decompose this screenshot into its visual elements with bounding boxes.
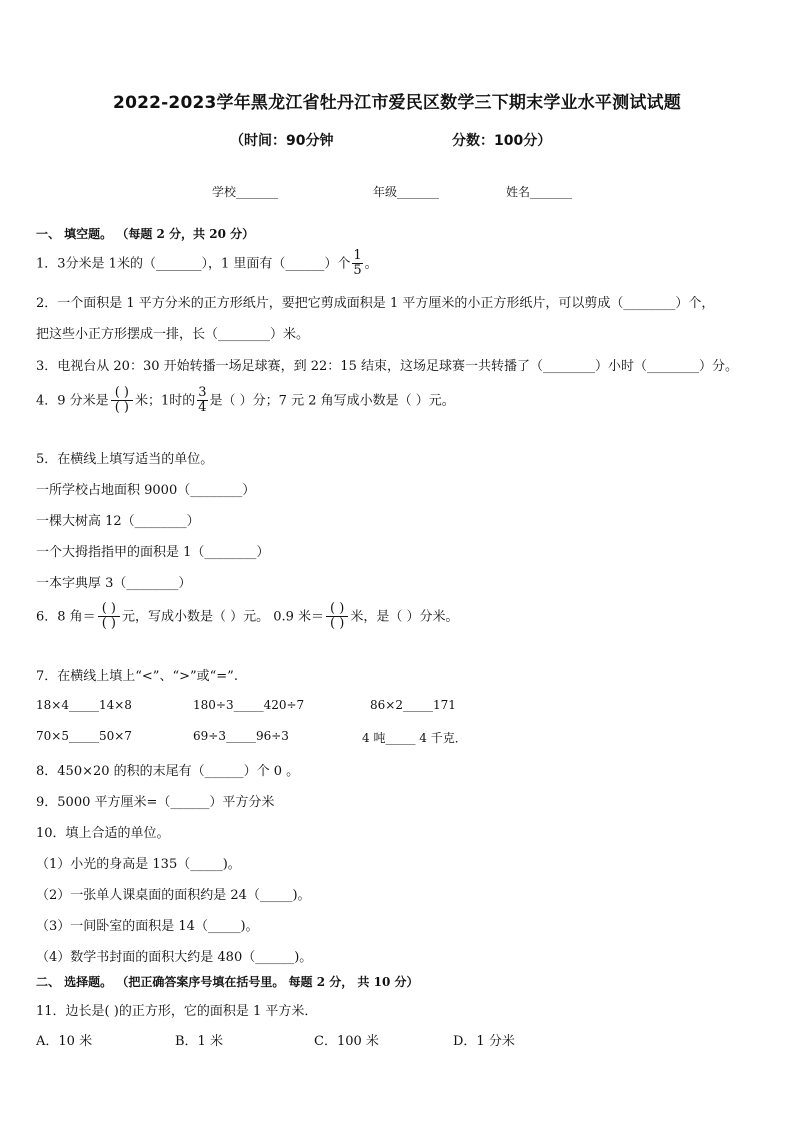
q6-text-b: 元，写成小数是（ ）元。 0.9 米＝ <box>121 609 325 625</box>
question-5a: 一所学校占地面积 9000（________） <box>36 483 256 498</box>
q6-blank-1-bottom: ( ) <box>101 616 116 632</box>
question-5d: 一本字典厚 3（________） <box>36 576 192 591</box>
q1-end: 。 <box>364 256 378 272</box>
q4-text-b: 米；1时的 <box>134 393 196 409</box>
exam-score: 分数：100分） <box>452 133 552 149</box>
name-field: 姓名_______ <box>506 185 573 199</box>
question-10a: （1）小光的身高是 135（_____)。 <box>36 857 241 872</box>
school-field: 学校_______ <box>212 185 279 199</box>
q4-denominator: 4 <box>198 400 207 416</box>
q6-blank-2-bottom: ( ) <box>330 616 345 632</box>
question-9: 9．5000 平方厘米=（______）平方分米 <box>36 795 275 810</box>
question-5c: 一个大拇指指甲的面积是 1（________） <box>36 545 270 560</box>
question-3: 3．电视台从 20：30 开始转播一场足球赛，到 22：15 结束，这场足球赛一共转播了（________）小时（________）分。 <box>36 359 738 374</box>
q7-row1-item1: 18×4_____14×8 <box>36 698 132 712</box>
question-5: 5．在横线上填写适当的单位。 <box>36 452 214 467</box>
question-10: 10．填上合适的单位。 <box>36 826 170 841</box>
question-4 <box>36 386 455 416</box>
q6-blank-1-top: ( ) <box>98 602 120 617</box>
q1-fraction <box>352 249 362 279</box>
question-7: 7．在横线上填上“<”、“>”或“=”. <box>36 669 238 684</box>
q4-text-c: 是（ ）分；7 元 2 角写成小数是（ ）元。 <box>209 393 455 409</box>
q6-text-c: 米，是（ ）分米。 <box>350 609 459 625</box>
question-10b: （2）一张单人课桌面的面积约是 24（_____)。 <box>36 888 311 903</box>
q6-blank-2-top: ( ) <box>326 602 348 617</box>
section-fill-heading: 一、 填空题。 （每题 2 分，共 20 分） <box>36 227 255 241</box>
q4-text-a: 4．9 分米是 <box>36 393 109 409</box>
q4-blank-top: ( ) <box>111 386 133 401</box>
page-title: 2022-2023学年黑龙江省牡丹江市爱民区数学三下期末学业水平测试试题 <box>113 93 681 113</box>
q6-text-a: 6．8 角＝ <box>36 609 96 625</box>
q4-fraction-blank <box>111 386 133 416</box>
question-11: 11．边长是( )的正方形，它的面积是 1 平方米． <box>36 1004 318 1019</box>
q7-row2-item3: 4 吨_____ 4 千克． <box>362 731 467 745</box>
q4-numerator: 3 <box>198 385 207 400</box>
q4-fraction <box>197 386 207 416</box>
question-1 <box>36 249 378 279</box>
question-8: 8．450×20 的积的末尾有（______）个 0 。 <box>36 764 300 779</box>
q11-option-d: D．1 分米 <box>453 1034 515 1049</box>
q7-row2-item1: 70×5_____50×7 <box>36 729 132 743</box>
question-2-line-1: 2．一个面积是 1 平方分米的正方形纸片，要把它剪成面积是 1 平方厘米的小正方形纸片，可以剪成（________）个， <box>36 296 715 311</box>
question-10c: （3）一间卧室的面积是 14（_____)。 <box>36 919 259 934</box>
q11-option-b: B．1 米 <box>175 1034 223 1049</box>
exam-time: （时间：90分钟 <box>230 133 334 149</box>
q1-denominator: 5 <box>353 263 362 279</box>
q1-numerator: 1 <box>353 248 362 263</box>
q6-fraction-blank-2 <box>326 602 348 632</box>
q7-row1-item2: 180÷3_____420÷7 <box>193 698 305 712</box>
question-2-line-2: 把这些小正方形摆成一排，长（________）米。 <box>36 327 310 342</box>
question-5b: 一棵大树高 12（________） <box>36 514 200 529</box>
q4-blank-bottom: ( ) <box>114 400 129 416</box>
q7-row2-item2: 69÷3_____96÷3 <box>193 729 289 743</box>
q6-fraction-blank-1 <box>98 602 120 632</box>
q1-text: 1．3分米是 1米的（_______），1 里面有（______）个 <box>36 256 351 272</box>
grade-field: 年级_______ <box>373 185 440 199</box>
section-choice-heading: 二、 选择题。 （把正确答案序号填在括号里。 每题 2 分， 共 10 分） <box>36 975 419 989</box>
q7-row1-item3: 86×2_____171 <box>370 698 456 712</box>
q11-option-a: A．10 米 <box>36 1034 93 1049</box>
question-6 <box>36 602 458 632</box>
q11-option-c: C．100 米 <box>314 1034 379 1049</box>
question-10d: （4）数学书封面的面积大约是 480（______)。 <box>36 950 313 965</box>
